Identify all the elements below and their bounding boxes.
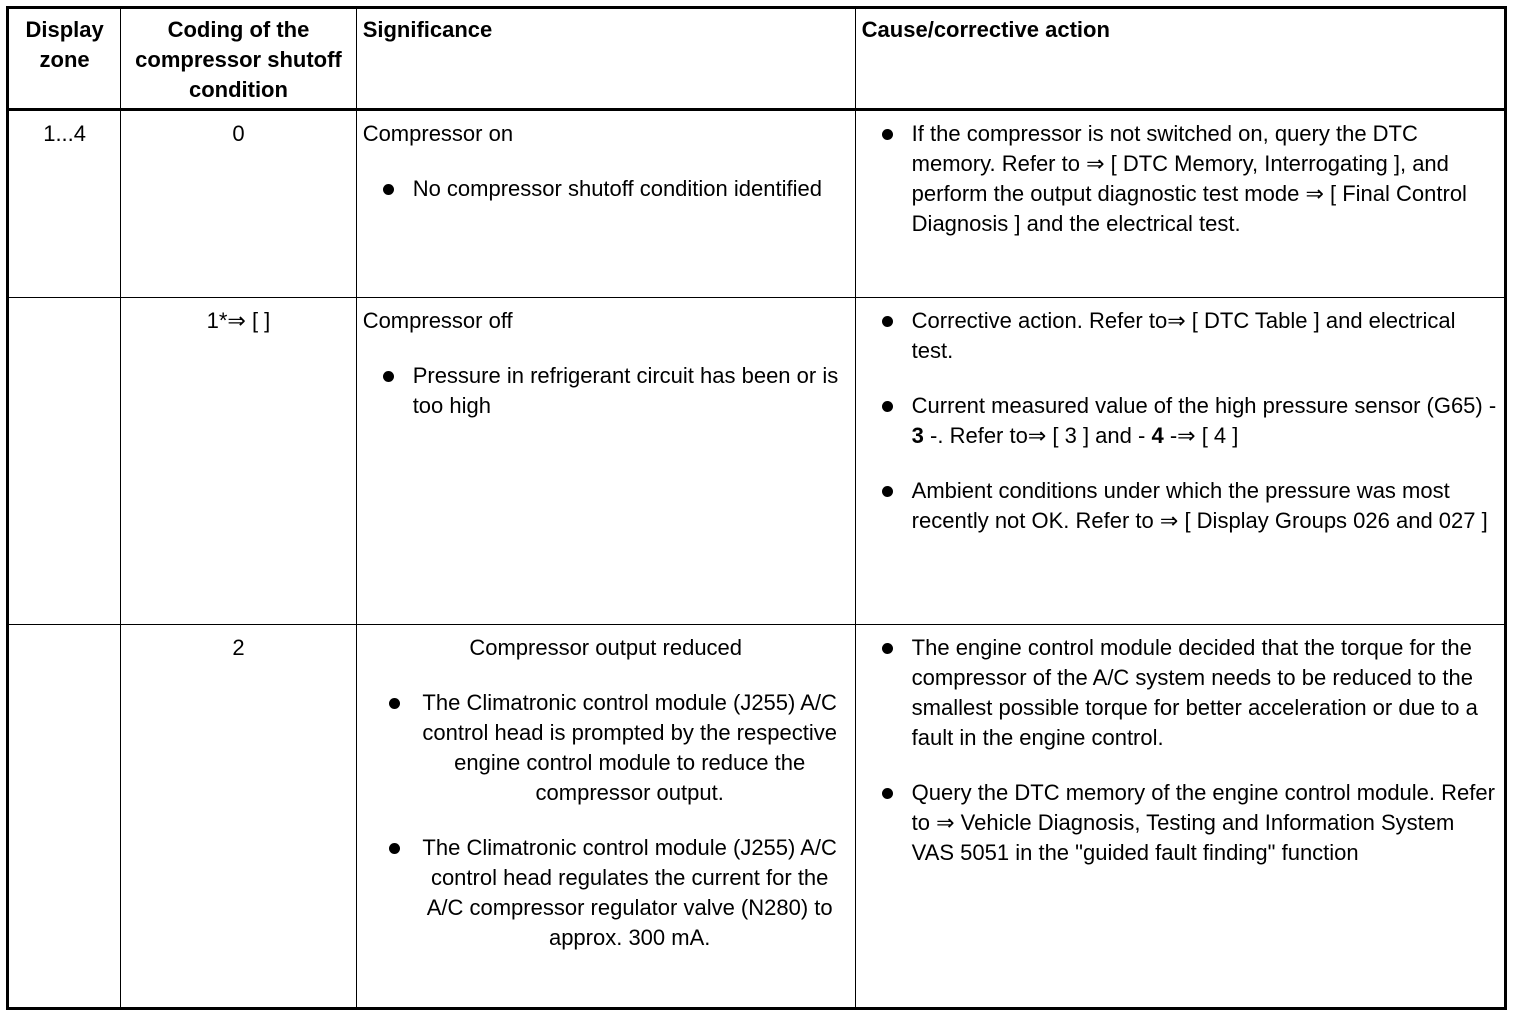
header-row [8, 8, 1506, 110]
coding-cell: 0 [121, 110, 356, 298]
significance-cell [356, 625, 855, 1009]
bullet-icon [389, 843, 400, 854]
action-list [862, 306, 1498, 536]
bullet-icon [383, 184, 394, 195]
action-cell [855, 298, 1505, 625]
display-zone-cell [8, 298, 121, 625]
bullet-icon [882, 401, 893, 412]
bullet-icon [389, 698, 400, 709]
significance-title: Compressor output reduced [469, 635, 743, 660]
action-cell [855, 110, 1505, 298]
action-cell [855, 625, 1505, 1009]
significance-list [363, 688, 849, 953]
list-item: The engine control module decided that the torque for the compressor of the A/C system needs to be reduced to the smallest possible torque for better acceleration or due to a fault in the engine control. [862, 633, 1498, 753]
bullet-icon [882, 129, 893, 140]
bullet-icon [383, 371, 394, 382]
list-item: Corrective action. Refer to⇒ [ DTC Table ] and electrical test. [862, 306, 1498, 366]
bullet-icon [882, 643, 893, 654]
significance-list [363, 361, 849, 421]
compressor-shutoff-table [6, 6, 1507, 1010]
list-item: The Climatronic control module (J255) A/C control head regulates the current for the A/C compressor regulator valve (N280) to approx. 300 mA. [363, 833, 849, 953]
table-row [8, 298, 1506, 625]
display-zone-cell [8, 625, 121, 1009]
coding-cell: 2 [121, 625, 356, 1009]
bullet-icon [882, 486, 893, 497]
list-item: Current measured value of the high pressure sensor (G65) - 3 -. Refer to⇒ [ 3 ] and - 4 -⇒ [ 4 ] [862, 391, 1498, 451]
list-item: Ambient conditions under which the pressure was most recently not OK. Refer to ⇒ [ Display Groups 026 and 027 ] [862, 476, 1498, 536]
significance-cell [356, 110, 855, 298]
table-row [8, 625, 1506, 1009]
significance-cell [356, 298, 855, 625]
significance-title: Compressor on [362, 121, 514, 146]
list-item: The Climatronic control module (J255) A/C control head is prompted by the respective engine control module to reduce the compressor output. [363, 688, 849, 808]
action-list [862, 119, 1498, 239]
significance-title: Compressor off [362, 308, 513, 333]
list-item: If the compressor is not switched on, query the DTC memory. Refer to ⇒ [ DTC Memory, Interrogating ], and perform the output diagnostic test mode ⇒ [ Final Control Diagnosis ] and the electrical test. [862, 119, 1498, 239]
bullet-icon [882, 788, 893, 799]
header-cause-action: Cause/corrective action [855, 8, 1505, 110]
list-item: No compressor shutoff condition identified [363, 174, 849, 204]
bullet-icon [882, 316, 893, 327]
display-zone-cell: 1...4 [8, 110, 121, 298]
significance-list [363, 174, 849, 204]
action-list [862, 633, 1498, 868]
coding-cell: 1*⇒ [ ] [121, 298, 356, 625]
table-row [8, 110, 1506, 298]
header-coding: Coding of the compressor shutoff condition [121, 8, 356, 110]
header-significance: Significance [356, 8, 855, 110]
list-item: Pressure in refrigerant circuit has been or is too high [363, 361, 849, 421]
header-display-zone: Display zone [8, 8, 121, 110]
list-item: Query the DTC memory of the engine control module. Refer to ⇒ Vehicle Diagnosis, Testing and Information System VAS 5051 in the "guided fault finding" function [862, 778, 1498, 868]
